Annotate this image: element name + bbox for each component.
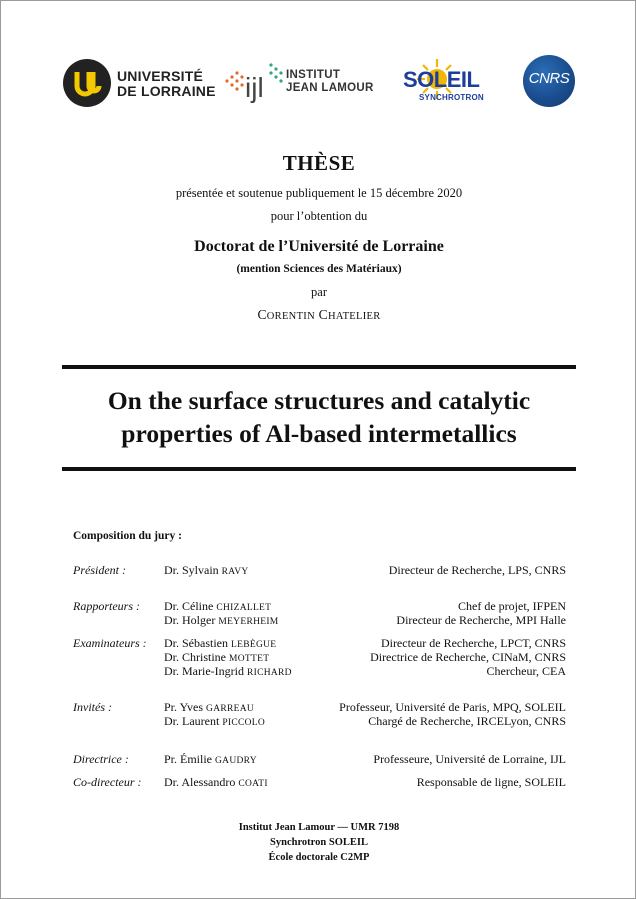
jury-name bbox=[164, 613, 279, 629]
ul-logo-text bbox=[117, 69, 216, 99]
jury-surname: RAVY bbox=[221, 567, 249, 577]
ijl-line1: INSTITUT bbox=[286, 69, 341, 81]
jury-affiliation: Responsable de ligne, SOLEIL bbox=[416, 775, 566, 789]
soleil-synchrotron-logo bbox=[401, 55, 501, 111]
par-line: par bbox=[311, 285, 327, 299]
jury-name bbox=[164, 775, 268, 791]
jury-role: Invités : bbox=[73, 700, 112, 714]
jury-given-name: Dr. Sébastien bbox=[164, 636, 231, 650]
title-rule-top bbox=[62, 365, 576, 369]
author-first-initial: C bbox=[257, 307, 267, 322]
jury-given-name: Dr. Laurent bbox=[164, 714, 223, 728]
mention-line: (mention Sciences des Matériaux) bbox=[236, 263, 402, 275]
jury-row bbox=[1, 664, 636, 678]
jury-surname: GAUDRY bbox=[215, 756, 257, 766]
title-line2: properties of Al-based intermetallics bbox=[121, 419, 517, 448]
author-last-initial: C bbox=[318, 307, 328, 322]
jury-name bbox=[164, 714, 265, 730]
obtention-line: pour l’obtention du bbox=[270, 209, 368, 223]
footer-synchrotron: Synchrotron SOLEIL bbox=[270, 837, 368, 848]
jury-given-name: Pr. Yves bbox=[164, 700, 207, 714]
logos-row bbox=[61, 53, 581, 113]
jury-heading: Composition du jury : bbox=[73, 530, 182, 542]
jury-given-name: Dr. Marie-Ingrid bbox=[164, 664, 247, 678]
soleil-word: SOLEIL bbox=[403, 67, 480, 92]
jury-given-name: Dr. Céline bbox=[164, 599, 217, 613]
jury-affiliation: Directeur de Recherche, MPI Halle bbox=[396, 613, 566, 627]
jury-given-name: Dr. Sylvain bbox=[164, 563, 222, 577]
jury-given-name: Pr. Émilie bbox=[164, 752, 215, 766]
jury-surname: MEYERHEIM bbox=[218, 617, 279, 627]
jury-role: Co-directeur : bbox=[73, 775, 142, 789]
author-first-rest: ORENTIN bbox=[266, 311, 315, 322]
presented-line: présentée et soutenue publiquement le 15 décembre 2020 bbox=[175, 186, 463, 200]
jury-given-name: Dr. Alessandro bbox=[164, 775, 239, 789]
cnrs-logo bbox=[523, 55, 575, 107]
ijl-logo-text bbox=[286, 69, 374, 95]
jury-name bbox=[164, 664, 292, 680]
footer-institute: Institut Jean Lamour — UMR 7198 bbox=[238, 822, 400, 833]
jury-affiliation: Directeur de Recherche, LPS, CNRS bbox=[388, 563, 566, 577]
jury-name bbox=[164, 563, 249, 579]
soleil-subtitle: SYNCHROTRON bbox=[419, 93, 484, 102]
author-last-rest: HATELIER bbox=[327, 311, 381, 322]
jury-affiliation: Chercheur, CEA bbox=[486, 664, 566, 678]
ul-circle-icon bbox=[63, 59, 111, 107]
footer-doctoral-school: École doctorale C2MP bbox=[268, 852, 370, 863]
jury-affiliation: Directrice de Recherche, CINaM, CNRS bbox=[370, 650, 566, 664]
jury-name bbox=[164, 752, 257, 768]
universite-lorraine-logo bbox=[63, 57, 216, 109]
jury-row bbox=[1, 563, 636, 577]
title-line1: On the surface structures and catalytic bbox=[107, 386, 531, 415]
jury-row bbox=[1, 599, 636, 613]
jury-affiliation: Chef de projet, IFPEN bbox=[458, 599, 566, 613]
jury-surname: GARREAU bbox=[206, 704, 255, 714]
jury-surname: RICHARD bbox=[246, 668, 292, 678]
jury-row bbox=[1, 752, 636, 766]
jury-surname: CHIZALLET bbox=[216, 603, 272, 613]
jury-role: Directrice : bbox=[73, 752, 129, 766]
jury-row bbox=[1, 650, 636, 664]
jury-role: Examinateurs : bbox=[73, 636, 147, 650]
jury-surname: MOTTET bbox=[229, 654, 270, 664]
ul-line2: DE LORRAINE bbox=[117, 83, 216, 99]
jury-affiliation: Professeur, Université de Paris, MPQ, SOLEIL bbox=[339, 700, 566, 714]
ul-line1: UNIVERSITÉ bbox=[117, 68, 204, 84]
svg-text:ijl: ijl bbox=[245, 72, 264, 103]
jury-affiliation: Professeure, Université de Lorraine, IJL bbox=[373, 752, 566, 766]
jury-surname: LEBÈGUE bbox=[231, 640, 277, 650]
jury-role: Président : bbox=[73, 563, 126, 577]
jury-row bbox=[1, 775, 636, 789]
thesis-title bbox=[41, 384, 597, 450]
author-name bbox=[1, 307, 636, 323]
these-heading: THÈSE bbox=[282, 151, 356, 175]
jury-given-name: Dr. Holger bbox=[164, 613, 219, 627]
jury-row bbox=[1, 613, 636, 627]
jury-role: Rapporteurs : bbox=[73, 599, 140, 613]
institut-jean-lamour-logo bbox=[221, 55, 381, 111]
title-rule-bottom bbox=[62, 467, 576, 471]
jury-row bbox=[1, 636, 636, 650]
cnrs-text: CNRS bbox=[528, 70, 570, 87]
jury-given-name: Dr. Christine bbox=[164, 650, 229, 664]
doctorat-line: Doctorat de l’Université de Lorraine bbox=[194, 238, 444, 255]
jury-row bbox=[1, 700, 636, 714]
jury-affiliation: Chargé de Recherche, IRCELyon, CNRS bbox=[368, 714, 566, 728]
jury-surname: COATI bbox=[238, 779, 268, 789]
jury-surname: PICCOLO bbox=[222, 718, 266, 728]
ijl-mark-icon bbox=[221, 55, 285, 111]
ijl-line2: JEAN LAMOUR bbox=[286, 82, 374, 94]
jury-affiliation: Directeur de Recherche, LPCT, CNRS bbox=[380, 636, 566, 650]
jury-row bbox=[1, 714, 636, 728]
